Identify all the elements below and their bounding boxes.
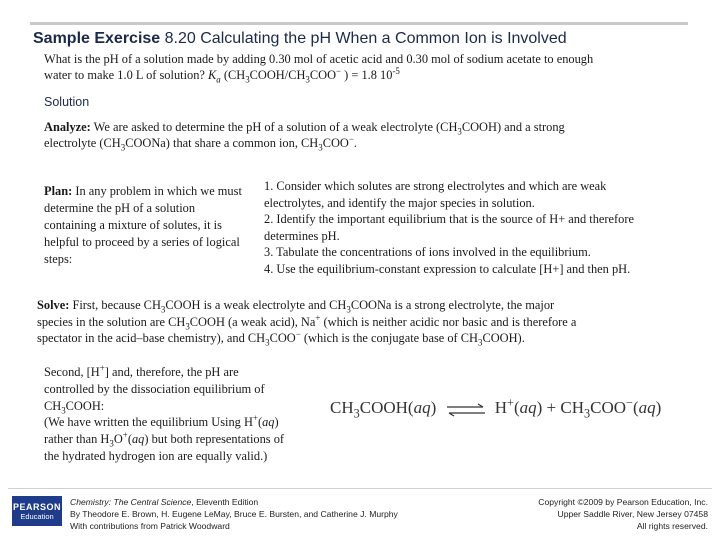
solution-heading: Solution [44, 95, 90, 109]
analyze-text: . [353, 136, 358, 150]
steps-list [264, 178, 664, 277]
sup-plus: + [122, 430, 128, 441]
second-text: ( [127, 432, 132, 447]
footer-citation [70, 496, 490, 532]
solve-label: Solve: [37, 298, 70, 312]
sub-3: 3 [245, 74, 250, 85]
question-line-2: water to make 1.0 L of solution? [44, 68, 209, 82]
second-paragraph [44, 364, 289, 465]
title-number: 8.20 [164, 30, 196, 47]
plan-label: Plan: [44, 184, 73, 198]
step-item: 1. Consider which solutes are strong electrolytes and which are weak electrolytes, and identify the major species in solution. [264, 179, 607, 210]
publisher-address: Upper Saddle River, New Jersey 07458 [557, 509, 708, 519]
ka-subscript: a [216, 74, 221, 85]
solve-text: First, because CH [69, 298, 161, 312]
solve-paragraph [37, 297, 682, 347]
analyze-text: electrolyte (CH [44, 136, 121, 150]
analyze-label: Analyze: [44, 120, 91, 134]
solve-text: COOH (a weak acid), Na [189, 314, 316, 329]
eq-text: H [494, 398, 508, 417]
q-frag: COO [309, 68, 337, 82]
sub-3: 3 [185, 320, 190, 331]
title-prefix: Sample Exercise [33, 30, 161, 47]
second-text: ( [257, 415, 263, 430]
book-edition: , Eleventh Edition [191, 497, 259, 507]
question-line-1: What is the pH of a solution made by adding 0.30 mol of acetic acid and 0.30 mol of sodium acetate to enough [44, 52, 594, 66]
plan-text: In any problem in which we must determine the pH of a solution containing a mixture of solutes, it is helpful to proceed by a series of logical steps: [44, 184, 242, 266]
eq-text: COO [590, 398, 627, 417]
solve-text: COONa is a strong electrolyte, the major [350, 298, 555, 312]
solve-text: (which is neither acidic nor basic and is therefore a [320, 314, 577, 329]
analyze-text: COO [322, 136, 349, 150]
solve-text: spectator in the acid–base chemistry), and CH [37, 331, 266, 345]
sub-3: 3 [160, 304, 166, 315]
book-authors: By Theodore E. Brown, H. Eugene LeMay, Bruce E. Bursten, and Catherine J. Murphy [70, 509, 398, 519]
sub-3: 3 [346, 304, 351, 315]
solve-text: COOH). [482, 331, 525, 345]
solve-text: COO [269, 331, 296, 345]
second-text: aq [262, 415, 275, 430]
step-item: 3. Tabulate the concentrations of ions involved in the equilibrium. [264, 245, 591, 259]
analyze-text: COOH) and a strong [461, 120, 565, 134]
second-text: (We have written the equilibrium Using H [44, 415, 253, 430]
second-text: ] and, therefore, the pH are controlled by the dissociation equilibrium of CH [44, 365, 265, 413]
second-text: ) rather than H [44, 415, 279, 447]
second-text: COOH: [65, 398, 105, 413]
logo-bottom-text: Education [20, 511, 54, 521]
analyze-text: We are asked to determine the pH of a solution of a weak electrolyte (CH [90, 120, 458, 134]
sup-minus: − [295, 328, 301, 339]
sub-3: 3 [265, 337, 270, 348]
eq-text: ) [655, 398, 662, 417]
book-contributors: With contributions from Patrick Woodward [70, 521, 230, 531]
ka-symbol: K [208, 68, 217, 82]
sup-plus: + [99, 362, 105, 373]
sup-minus: − [336, 65, 342, 76]
step-item: 2. Identify the important equilibrium that is the source of H+ and therefore determines pH. [264, 212, 634, 243]
eq-aq: aq [413, 398, 431, 417]
solve-text: species in the solution are CH [37, 314, 186, 329]
sup-plus: + [315, 312, 321, 323]
question [44, 51, 684, 83]
rights-text: All rights reserved. [636, 521, 708, 531]
q-frag: COOH/CH [249, 68, 306, 82]
sub-3: 3 [109, 438, 114, 449]
analyze-text: COONa) that share a common ion, CH [125, 136, 319, 150]
sup-minus: − [626, 395, 633, 410]
equilibrium-equation [330, 395, 662, 421]
step-item: 4. Use the equilibrium-constant expression to calculate [H+] and then pH. [264, 261, 631, 276]
eq-text: ( [632, 398, 639, 417]
eq-aq: aq [638, 398, 656, 417]
q-frag: (CH [220, 68, 246, 82]
sub-3: 3 [457, 126, 462, 137]
sub-3: 3 [584, 406, 591, 421]
second-text: aq [131, 432, 145, 447]
solve-text: COOH is a weak electrolyte and CH [165, 298, 347, 312]
title-text: Calculating the pH When a Common Ion is Involved [200, 30, 567, 47]
eq-text: COOH( [359, 398, 414, 417]
q-frag: ) = 1.8 10 [341, 68, 393, 82]
second-text: Second, [H [44, 365, 100, 379]
sub-3: 3 [61, 405, 66, 416]
sup-plus: + [507, 395, 514, 410]
equilibrium-arrow-icon [445, 402, 487, 416]
sub-3: 3 [318, 142, 323, 153]
sup-plus: + [252, 413, 258, 424]
book-title: Chemistry: The Central Science [70, 497, 192, 507]
eq-aq: aq [519, 398, 537, 417]
footer-copyright [468, 496, 708, 532]
eq-text: ) [430, 398, 437, 417]
sub-3: 3 [478, 337, 483, 348]
sub-3: 3 [120, 142, 126, 153]
footer-rule [8, 488, 712, 489]
plan-paragraph [44, 183, 250, 268]
copyright-text: Copyright ©2009 by Pearson Education, Inc. [538, 497, 708, 507]
sub-3: 3 [353, 406, 360, 421]
eq-text: ( [513, 398, 520, 417]
second-text: ) but both representations of the hydrated hydrogen ion are equally valid.) [44, 432, 285, 463]
analyze-paragraph [44, 119, 684, 151]
page-title [33, 30, 693, 48]
title-rule [30, 22, 688, 25]
pearson-logo [12, 496, 62, 526]
sub-3: 3 [305, 74, 310, 85]
sup-minus: − [348, 133, 354, 144]
second-text: O [113, 432, 123, 447]
logo-top-text: PEARSON [12, 501, 61, 512]
eq-text: ) + CH [536, 398, 584, 417]
eq-text: CH [330, 398, 354, 417]
solve-text: (which is the conjugate base of CH [300, 331, 478, 345]
exponent: -5 [392, 65, 400, 76]
